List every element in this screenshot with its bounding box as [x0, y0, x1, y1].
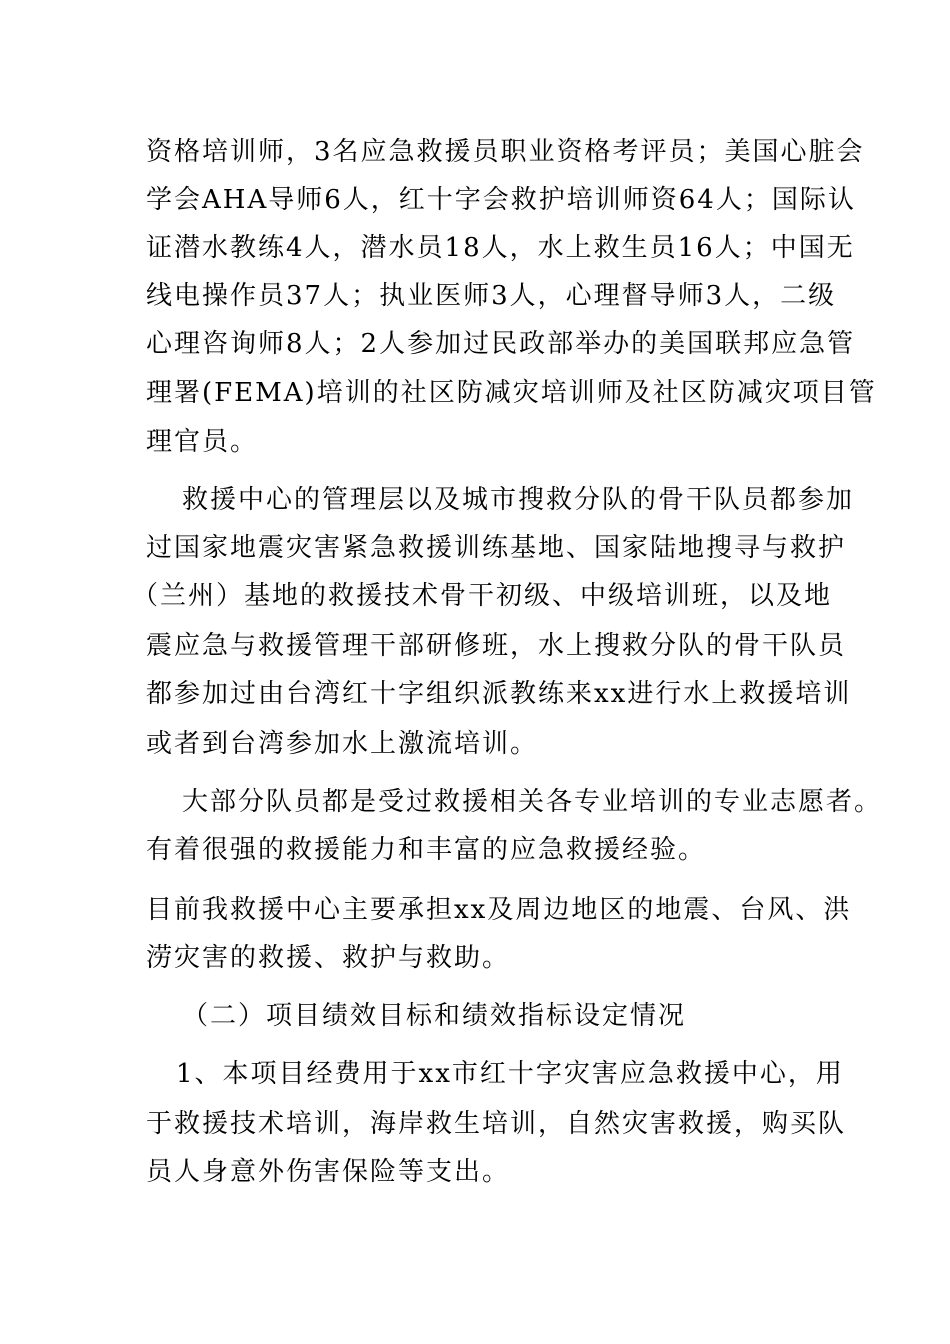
text-line: 线电操作员37人；执业医师3人，心理督导师3人，二级 [146, 281, 837, 311]
text-line: 1、本项目经费用于xx市红十字灾害应急救援中心，用 [176, 1059, 844, 1089]
text-line: 或者到台湾参加水上激流培训。 [146, 729, 539, 759]
text-line: 目前我救援中心主要承担xx及周边地区的地震、台风、洪 [146, 895, 852, 925]
text-line: 救援中心的管理层以及城市搜救分队的骨干队员都参加 [182, 485, 855, 515]
text-line: （兰州）基地的救援技术骨干初级、中级培训班，以及地 [132, 581, 833, 611]
text-line: 震应急与救援管理干部研修班，水上搜救分队的骨干队员 [146, 631, 847, 661]
text-line: 理官员。 [146, 427, 259, 457]
text-line: 员人身意外伤害保险等支出。 [146, 1157, 511, 1187]
text-line: 资格培训师，3名应急救援员职业资格考评员；美国心脏会 [146, 137, 865, 167]
text-line: 于救援技术培训，海岸救生培训，自然灾害救援，购买队 [146, 1109, 847, 1139]
text-line: 学会AHA导师6人，红十字会救护培训师资64人；国际认 [146, 185, 856, 215]
text-line: 有着很强的救援能力和丰富的应急救援经验。 [146, 835, 707, 865]
text-line: 都参加过由台湾红十字组织派教练来xx进行水上救援培训 [146, 679, 852, 709]
section-heading: （二）项目绩效目标和绩效指标设定情况 [182, 1001, 687, 1031]
text-line: 过国家地震灾害紧急救援训练基地、国家陆地搜寻与救护 [146, 533, 847, 563]
text-line: 大部分队员都是受过救援相关各专业培训的专业志愿者。 [182, 787, 883, 817]
text-line: 理署(FEMA)培训的社区防减灾培训师及社区防减灾项目管 [146, 378, 877, 408]
text-line: 心理咨询师8人；2人参加过民政部举办的美国联邦应急管 [146, 329, 856, 359]
text-line: 涝灾害的救援、救护与救助。 [146, 943, 511, 973]
text-line: 证潜水教练4人，潜水员18人，水上救生员16人；中国无 [146, 233, 855, 263]
